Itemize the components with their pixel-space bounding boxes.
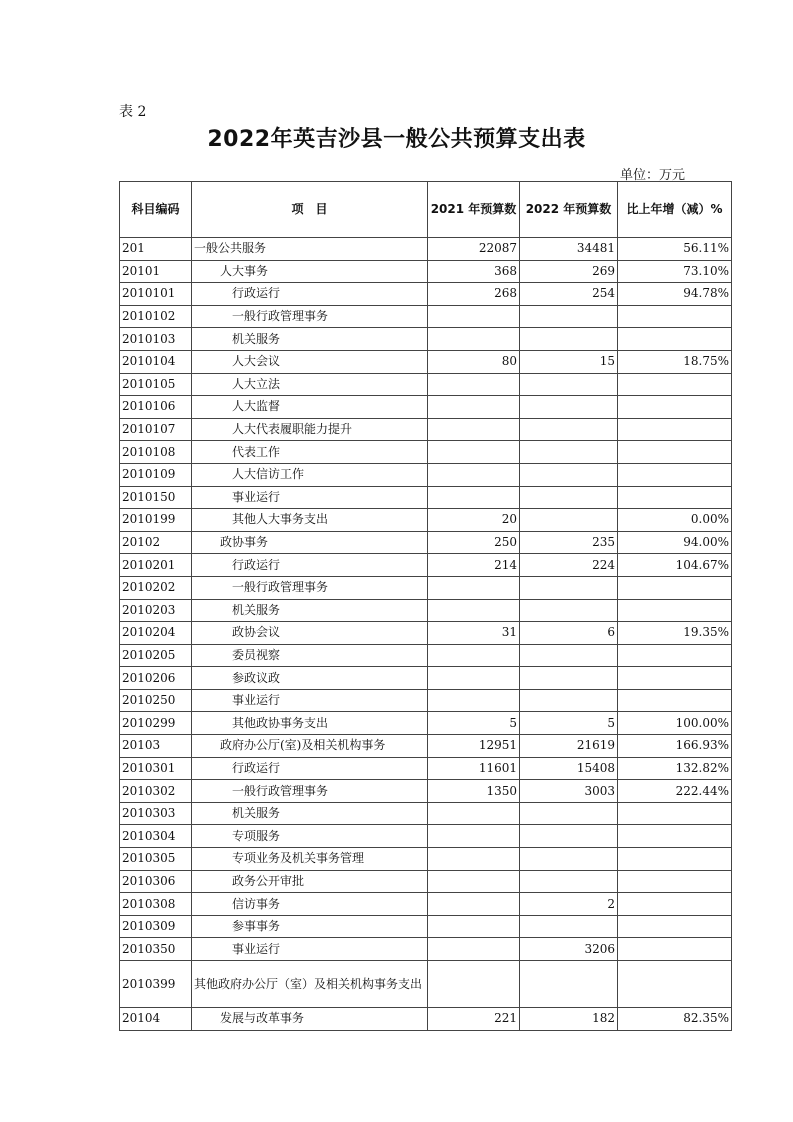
change-pct-cell: 19.35%: [618, 622, 732, 645]
subject-code-cell: 20103: [120, 735, 192, 758]
subject-code-cell: 20104: [120, 1008, 192, 1031]
change-pct-cell: 82.35%: [618, 1008, 732, 1031]
table-row: [120, 893, 732, 916]
item-name-cell: 人大会议: [192, 350, 428, 373]
budget-2021-cell: [428, 418, 520, 441]
table-row: [120, 509, 732, 532]
subject-code-cell: 2010104: [120, 350, 192, 373]
change-pct-cell: 18.75%: [618, 350, 732, 373]
subject-code-cell: 2010102: [120, 305, 192, 328]
budget-2022-cell: [520, 509, 618, 532]
item-name-cell: 行政运行: [192, 283, 428, 306]
budget-2022-cell: [520, 396, 618, 419]
budget-2022-cell: [520, 463, 618, 486]
subject-code-cell: 2010302: [120, 780, 192, 803]
item-name-cell: 机关服务: [192, 328, 428, 351]
item-name-cell: 机关服务: [192, 802, 428, 825]
budget-2021-cell: 268: [428, 283, 520, 306]
change-pct-cell: [618, 915, 732, 938]
table-row: [120, 780, 732, 803]
change-pct-cell: [618, 486, 732, 509]
table-label: 表 2: [119, 104, 147, 120]
change-pct-cell: [618, 441, 732, 464]
item-name-cell: 人大事务: [192, 260, 428, 283]
change-pct-cell: [618, 644, 732, 667]
budget-2021-cell: [428, 667, 520, 690]
change-pct-cell: 104.67%: [618, 554, 732, 577]
subject-code-cell: 2010304: [120, 825, 192, 848]
budget-2021-cell: [428, 893, 520, 916]
budget-2022-cell: [520, 870, 618, 893]
table-row: [120, 441, 732, 464]
budget-2021-cell: [428, 689, 520, 712]
change-pct-cell: [618, 667, 732, 690]
change-pct-cell: 100.00%: [618, 712, 732, 735]
budget-2022-cell: 6: [520, 622, 618, 645]
item-name-cell: 一般行政管理事务: [192, 576, 428, 599]
budget-2022-cell: [520, 328, 618, 351]
subject-code-cell: 2010306: [120, 870, 192, 893]
budget-2021-cell: 22087: [428, 238, 520, 261]
table-row: [120, 283, 732, 306]
header-2022-budget: 2022 年预算数: [520, 182, 618, 238]
table-row: [120, 961, 732, 1008]
change-pct-cell: 94.78%: [618, 283, 732, 306]
subject-code-cell: 2010399: [120, 961, 192, 1008]
budget-2021-cell: 1350: [428, 780, 520, 803]
budget-2021-cell: [428, 915, 520, 938]
budget-2021-cell: [428, 848, 520, 871]
budget-2021-cell: [428, 961, 520, 1008]
budget-2022-cell: 15: [520, 350, 618, 373]
subject-code-cell: 20101: [120, 260, 192, 283]
subject-code-cell: 2010201: [120, 554, 192, 577]
table-row: [120, 576, 732, 599]
change-pct-cell: [618, 689, 732, 712]
change-pct-cell: 56.11%: [618, 238, 732, 261]
subject-code-cell: 2010199: [120, 509, 192, 532]
budget-2022-cell: 15408: [520, 757, 618, 780]
table-row: [120, 531, 732, 554]
change-pct-cell: 132.82%: [618, 757, 732, 780]
item-name-cell: 一般行政管理事务: [192, 780, 428, 803]
subject-code-cell: 2010101: [120, 283, 192, 306]
budget-2022-cell: 269: [520, 260, 618, 283]
budget-2022-cell: [520, 441, 618, 464]
table-row: [120, 486, 732, 509]
table-body: [120, 238, 732, 1031]
unit-label: 单位：万元: [620, 168, 686, 183]
item-name-cell: 人大立法: [192, 373, 428, 396]
budget-2021-cell: 221: [428, 1008, 520, 1031]
change-pct-cell: [618, 961, 732, 1008]
table-row: [120, 938, 732, 961]
budget-2021-cell: 368: [428, 260, 520, 283]
budget-2021-cell: 20: [428, 509, 520, 532]
item-name-cell: 发展与改革事务: [192, 1008, 428, 1031]
subject-code-cell: 2010108: [120, 441, 192, 464]
change-pct-cell: [618, 848, 732, 871]
change-pct-cell: 73.10%: [618, 260, 732, 283]
item-name-cell: 专项服务: [192, 825, 428, 848]
table-row: [120, 825, 732, 848]
header-item: 项 目: [192, 182, 428, 238]
item-name-cell: 行政运行: [192, 757, 428, 780]
item-name-cell: 事业运行: [192, 486, 428, 509]
item-name-cell: 一般公共服务: [192, 238, 428, 261]
item-name-cell: 人大监督: [192, 396, 428, 419]
item-name-cell: 委员视察: [192, 644, 428, 667]
header-2021-budget: 2021 年预算数: [428, 182, 520, 238]
budget-2021-cell: [428, 802, 520, 825]
subject-code-cell: 201: [120, 238, 192, 261]
budget-2021-cell: 31: [428, 622, 520, 645]
budget-2021-cell: 11601: [428, 757, 520, 780]
subject-code-cell: 2010309: [120, 915, 192, 938]
budget-2022-cell: [520, 599, 618, 622]
subject-code-cell: 2010303: [120, 802, 192, 825]
budget-2022-cell: [520, 915, 618, 938]
table-row: [120, 848, 732, 871]
table-row: [120, 667, 732, 690]
subject-code-cell: 2010109: [120, 463, 192, 486]
item-name-cell: 机关服务: [192, 599, 428, 622]
subject-code-cell: 2010299: [120, 712, 192, 735]
table-row: [120, 328, 732, 351]
budget-2022-cell: 21619: [520, 735, 618, 758]
budget-2021-cell: [428, 938, 520, 961]
subject-code-cell: 20102: [120, 531, 192, 554]
table-row: [120, 915, 732, 938]
budget-2022-cell: 235: [520, 531, 618, 554]
table-row: [120, 735, 732, 758]
table-row: [120, 870, 732, 893]
budget-2021-cell: [428, 576, 520, 599]
budget-2022-cell: 3206: [520, 938, 618, 961]
budget-2021-cell: [428, 599, 520, 622]
budget-2022-cell: [520, 418, 618, 441]
budget-2021-cell: 250: [428, 531, 520, 554]
item-name-cell: 人大代表履职能力提升: [192, 418, 428, 441]
table-row: [120, 689, 732, 712]
item-name-cell: 代表工作: [192, 441, 428, 464]
table-row: [120, 373, 732, 396]
budget-2022-cell: 182: [520, 1008, 618, 1031]
subject-code-cell: 2010202: [120, 576, 192, 599]
subject-code-cell: 2010301: [120, 757, 192, 780]
subject-code-cell: 2010105: [120, 373, 192, 396]
item-name-cell: 其他政协事务支出: [192, 712, 428, 735]
item-name-cell: 政协事务: [192, 531, 428, 554]
budget-2021-cell: [428, 441, 520, 464]
change-pct-cell: [618, 396, 732, 419]
budget-2022-cell: [520, 373, 618, 396]
item-name-cell: 人大信访工作: [192, 463, 428, 486]
item-name-cell: 事业运行: [192, 689, 428, 712]
budget-2021-cell: [428, 870, 520, 893]
budget-2022-cell: [520, 576, 618, 599]
header-code: 科目编码: [120, 182, 192, 238]
change-pct-cell: [618, 463, 732, 486]
item-name-cell: 信访事务: [192, 893, 428, 916]
subject-code-cell: 2010203: [120, 599, 192, 622]
table-row: [120, 622, 732, 645]
change-pct-cell: [618, 893, 732, 916]
subject-code-cell: 2010305: [120, 848, 192, 871]
item-name-cell: 其他人大事务支出: [192, 509, 428, 532]
budget-2022-cell: 5: [520, 712, 618, 735]
table-row: [120, 1008, 732, 1031]
change-pct-cell: [618, 373, 732, 396]
table-row: [120, 418, 732, 441]
change-pct-cell: [618, 328, 732, 351]
change-pct-cell: [618, 938, 732, 961]
table-row: [120, 757, 732, 780]
budget-2021-cell: [428, 486, 520, 509]
change-pct-cell: 222.44%: [618, 780, 732, 803]
change-pct-cell: [618, 599, 732, 622]
table-row: [120, 712, 732, 735]
item-name-cell: 政务公开审批: [192, 870, 428, 893]
item-name-cell: 一般行政管理事务: [192, 305, 428, 328]
item-name-cell: 行政运行: [192, 554, 428, 577]
budget-2021-cell: [428, 644, 520, 667]
budget-2022-cell: [520, 961, 618, 1008]
change-pct-cell: 166.93%: [618, 735, 732, 758]
budget-2022-cell: [520, 486, 618, 509]
item-name-cell: 专项业务及机关事务管理: [192, 848, 428, 871]
budget-2022-cell: 3003: [520, 780, 618, 803]
budget-2021-cell: 80: [428, 350, 520, 373]
change-pct-cell: 0.00%: [618, 509, 732, 532]
change-pct-cell: [618, 870, 732, 893]
header-change-pct: 比上年增（减）%: [618, 182, 732, 238]
table-row: [120, 396, 732, 419]
budget-2022-cell: [520, 689, 618, 712]
budget-table: [119, 181, 732, 1031]
budget-2022-cell: 2: [520, 893, 618, 916]
budget-2021-cell: [428, 328, 520, 351]
subject-code-cell: 2010205: [120, 644, 192, 667]
change-pct-cell: [618, 802, 732, 825]
budget-2022-cell: [520, 667, 618, 690]
budget-2021-cell: [428, 305, 520, 328]
budget-2021-cell: 5: [428, 712, 520, 735]
budget-2021-cell: [428, 463, 520, 486]
table-row: [120, 644, 732, 667]
subject-code-cell: 2010204: [120, 622, 192, 645]
table-header-row: [120, 182, 732, 238]
change-pct-cell: [618, 418, 732, 441]
budget-2022-cell: [520, 825, 618, 848]
subject-code-cell: 2010107: [120, 418, 192, 441]
table-row: [120, 463, 732, 486]
budget-2022-cell: [520, 802, 618, 825]
change-pct-cell: [618, 825, 732, 848]
item-name-cell: 参政议政: [192, 667, 428, 690]
table-row: [120, 305, 732, 328]
budget-2022-cell: [520, 644, 618, 667]
subject-code-cell: 2010250: [120, 689, 192, 712]
budget-2022-cell: [520, 305, 618, 328]
item-name-cell: 事业运行: [192, 938, 428, 961]
budget-2021-cell: [428, 825, 520, 848]
subject-code-cell: 2010150: [120, 486, 192, 509]
subject-code-cell: 2010106: [120, 396, 192, 419]
subject-code-cell: 2010350: [120, 938, 192, 961]
budget-2021-cell: 12951: [428, 735, 520, 758]
change-pct-cell: [618, 305, 732, 328]
subject-code-cell: 2010308: [120, 893, 192, 916]
budget-2021-cell: [428, 396, 520, 419]
table-row: [120, 599, 732, 622]
subject-code-cell: 2010206: [120, 667, 192, 690]
budget-2022-cell: 34481: [520, 238, 618, 261]
change-pct-cell: 94.00%: [618, 531, 732, 554]
table-row: [120, 554, 732, 577]
change-pct-cell: [618, 576, 732, 599]
subject-code-cell: 2010103: [120, 328, 192, 351]
table-row: [120, 350, 732, 373]
item-name-cell: 政协会议: [192, 622, 428, 645]
table-row: [120, 802, 732, 825]
item-name-cell: 参事事务: [192, 915, 428, 938]
item-name-cell: 其他政府办公厅（室）及相关机构事务支出: [192, 961, 428, 1008]
budget-2021-cell: 214: [428, 554, 520, 577]
budget-2022-cell: 224: [520, 554, 618, 577]
item-name-cell: 政府办公厅(室)及相关机构事务: [192, 735, 428, 758]
table-row: [120, 260, 732, 283]
budget-2021-cell: [428, 373, 520, 396]
budget-2022-cell: [520, 848, 618, 871]
budget-2022-cell: 254: [520, 283, 618, 306]
table-row: [120, 238, 732, 261]
page-title: 2022年英吉沙县一般公共预算支出表: [207, 127, 586, 152]
